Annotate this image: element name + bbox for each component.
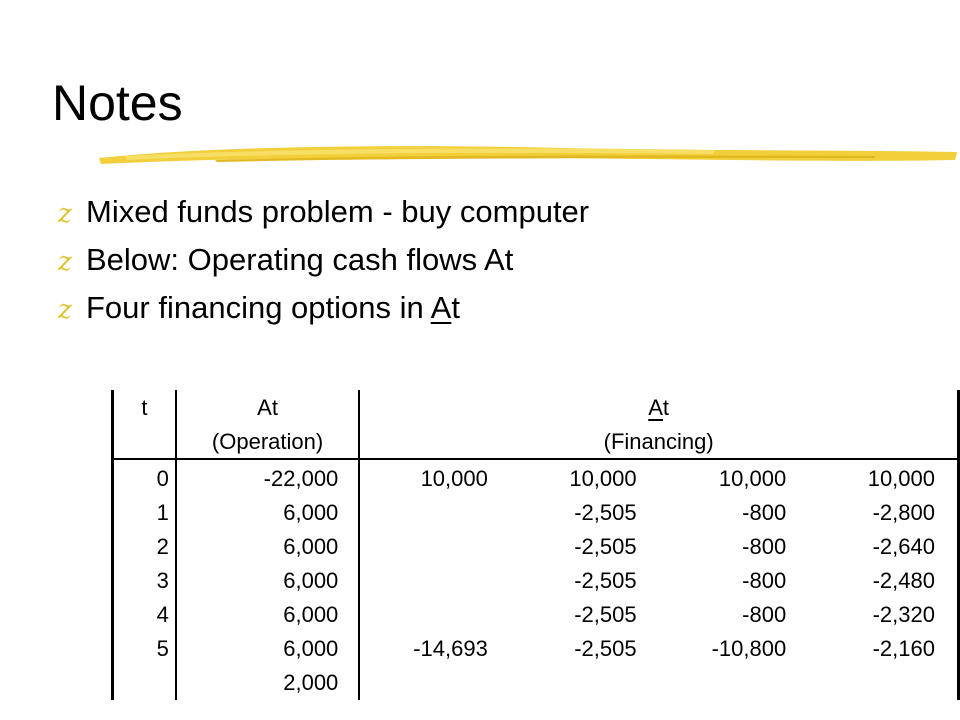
cell-financing-option-4: -2,160 [808, 632, 958, 666]
cell-financing-option-2: -2,505 [574, 500, 637, 525]
cell-t: 2 [113, 530, 176, 564]
cell-financing-option-2: -2,505 [574, 568, 637, 593]
header-operation: At [176, 390, 359, 426]
header-financing-rest: t [662, 395, 670, 420]
cell-financing-option-3 [659, 666, 809, 700]
bullet-item [58, 236, 589, 284]
cell-financing-option-1: -14,693 [413, 636, 488, 661]
header-financing-underlined: A [648, 395, 663, 420]
cell-financing-option-3: -800 [742, 568, 787, 593]
cell-financing-option-1 [359, 598, 510, 632]
cell-financing-option-1: 10,000 [420, 466, 488, 491]
bullet-marker-icon: z [58, 247, 72, 277]
bullet-text: t [451, 290, 460, 325]
cell-financing-option-4: 10,000 [808, 459, 958, 496]
table-row [113, 632, 959, 666]
bullet-marker-icon: z [58, 295, 72, 325]
cell-operation: 6,000 [176, 496, 359, 530]
cell-t: 0 [113, 459, 176, 496]
cell-financing-option-3: -10,800 [711, 636, 787, 661]
title-underline-brush [95, 136, 960, 176]
header-operation-sub: (Operation) [176, 426, 359, 459]
bullet-text: Four financing options in [86, 290, 431, 325]
bullet-item [58, 284, 589, 332]
table-row [113, 530, 959, 564]
cell-financing-option-2 [510, 666, 659, 700]
cell-financing-option-1 [359, 666, 510, 700]
table-row [113, 496, 959, 530]
table-body [113, 459, 959, 700]
cell-financing-option-1 [359, 564, 510, 598]
table-row [113, 666, 959, 700]
cell-financing-option-4: -2,320 [808, 598, 958, 632]
cell-financing-option-3: -800 [742, 602, 787, 627]
bullet-text: Below: Operating cash flows At [86, 242, 514, 277]
table-row [113, 459, 959, 496]
header-financing [359, 390, 958, 426]
cell-financing-option-4: -2,640 [808, 530, 958, 564]
cell-financing-option-2: -2,505 [574, 534, 637, 559]
cell-financing-option-1 [359, 530, 510, 564]
bullet-marker-icon: z [58, 199, 72, 229]
cell-financing-option-3: -800 [742, 534, 787, 559]
table-header-row [113, 390, 959, 426]
bullet-list [58, 188, 589, 332]
cell-t: 1 [113, 496, 176, 530]
slide-title: Notes [52, 75, 183, 131]
table-header-row [113, 426, 959, 459]
cell-financing-option-1 [359, 496, 510, 530]
bullet-item [58, 188, 589, 236]
cash-flow-table [111, 390, 960, 700]
table-row [113, 564, 959, 598]
cell-financing-option-3: 10,000 [718, 466, 787, 491]
cell-operation: -22,000 [176, 459, 359, 496]
cell-t [113, 666, 176, 700]
cell-financing-option-2: -2,505 [574, 602, 637, 627]
cell-operation: 2,000 [176, 666, 359, 700]
cell-t: 5 [113, 632, 176, 666]
cell-operation: 6,000 [176, 598, 359, 632]
cell-operation: 6,000 [176, 564, 359, 598]
cell-t: 4 [113, 598, 176, 632]
cell-operation: 6,000 [176, 632, 359, 666]
cell-operation: 6,000 [176, 530, 359, 564]
header-financing-sub: (Financing) [359, 426, 958, 459]
bullet-text: Mixed funds problem - buy computer [86, 194, 590, 229]
header-t-blank [113, 426, 176, 459]
cell-financing-option-4 [808, 666, 958, 700]
cell-financing-option-4: -2,480 [808, 564, 958, 598]
table-row [113, 598, 959, 632]
cell-financing-option-2: 10,000 [569, 466, 637, 491]
header-t: t [113, 390, 176, 426]
cell-financing-option-2: -2,505 [574, 636, 637, 661]
cell-financing-option-4: -2,800 [808, 496, 958, 530]
cell-t: 3 [113, 564, 176, 598]
cell-financing-option-3: -800 [742, 500, 787, 525]
bullet-text-underlined: A [430, 290, 452, 325]
